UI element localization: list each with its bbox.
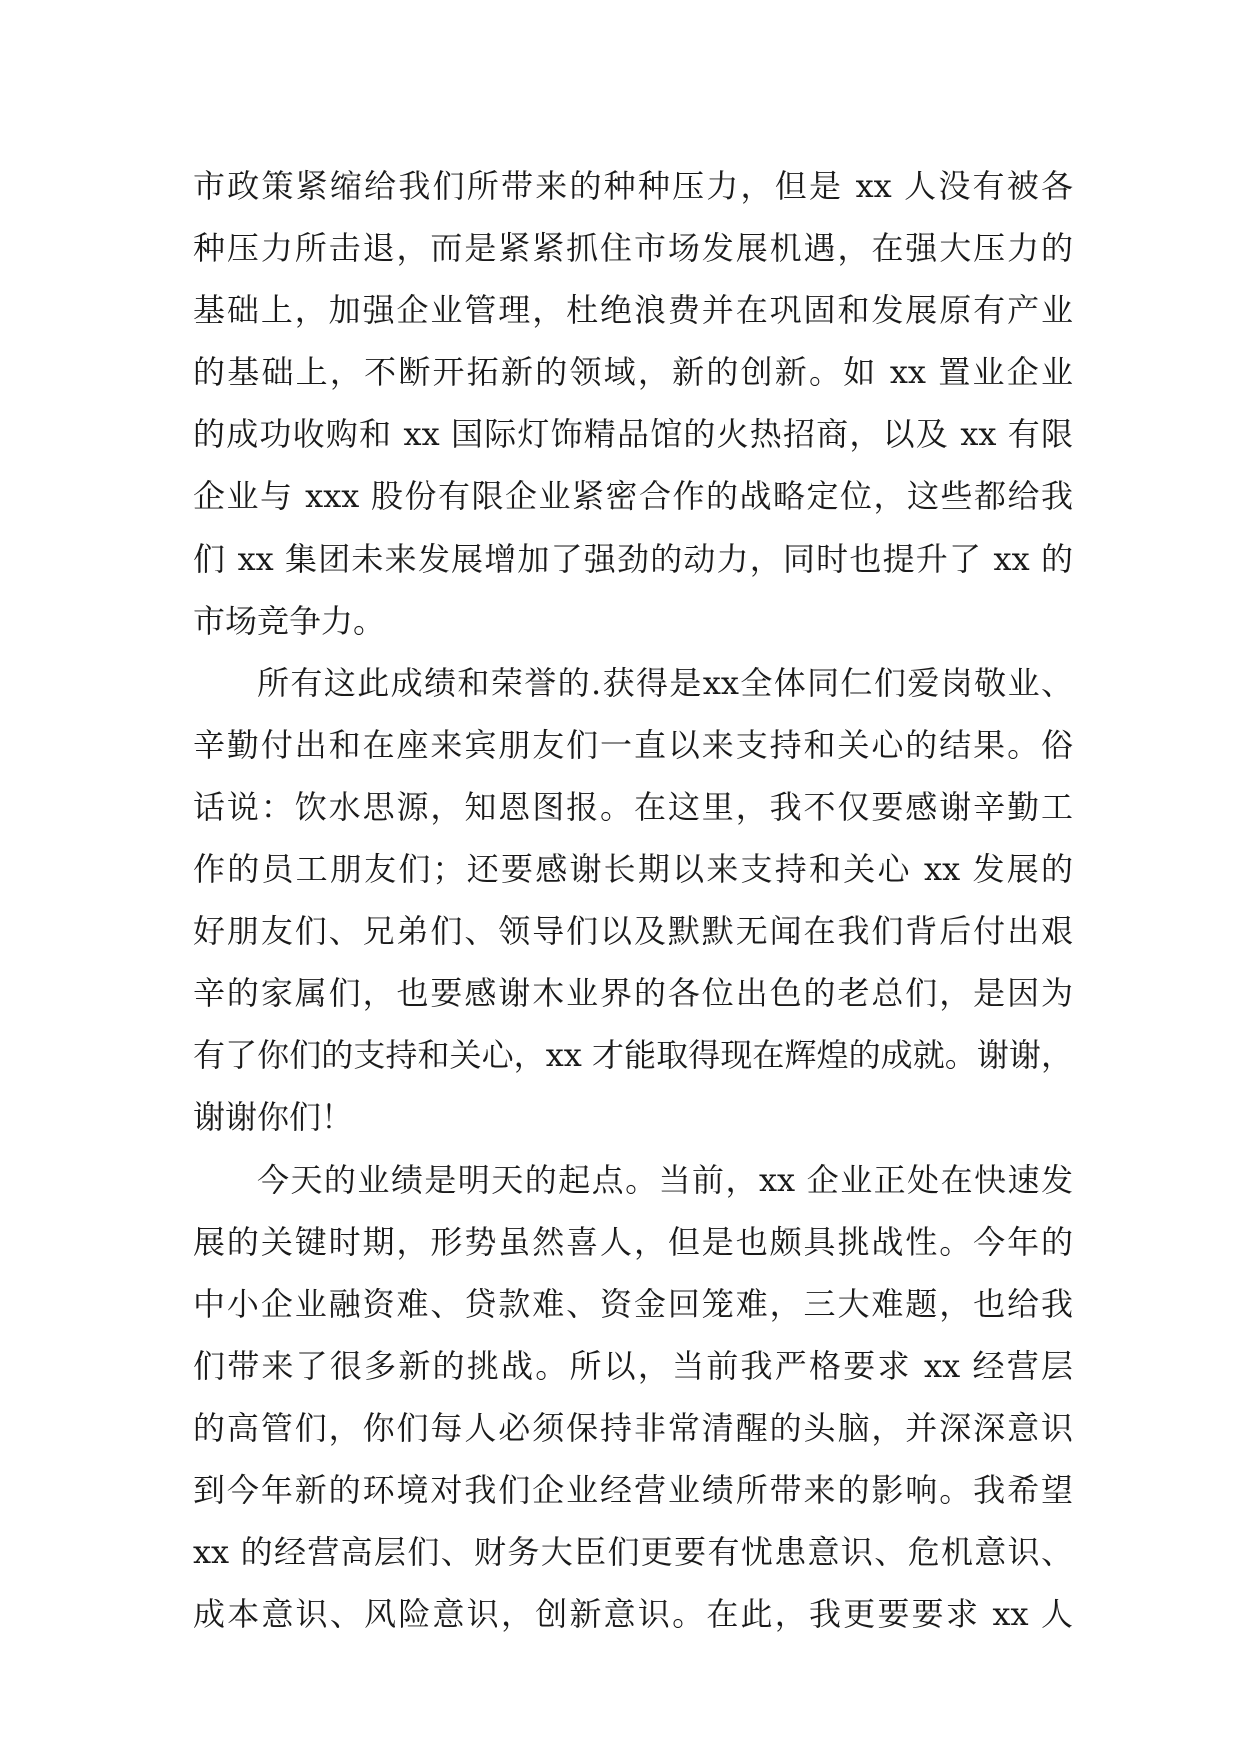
text-line: 辛勤付出和在座来宾朋友们一直以来支持和关心的结果。俗	[193, 725, 1073, 764]
text-line: 市政策紧缩给我们所带来的种种压力，但是 xx 人没有被各	[193, 167, 1073, 205]
paragraph-first-line: 今天的业绩是明天的起点。当前，xx 企业正处在快速发	[257, 1160, 1073, 1199]
text-line: 展的关键时期，形势虽然喜人，但是也颇具挑战性。今年的	[193, 1222, 1073, 1261]
document-body	[193, 155, 1073, 1645]
text-line: 们 xx 集团未来发展增加了强劲的动力，同时也提升了 xx 的	[193, 539, 1073, 578]
text-line: 们带来了很多新的挑战。所以，当前我严格要求 xx 经营层	[193, 1346, 1073, 1385]
text-line: 的成功收购和 xx 国际灯饰精品馆的火热招商，以及 xx 有限	[193, 415, 1073, 454]
text-line: 辛的家属们，也要感谢木业界的各位出色的老总们，是因为	[193, 974, 1073, 1013]
text-line: 作的员工朋友们；还要感谢长期以来支持和关心 xx 发展的	[193, 850, 1073, 889]
text-line: 话说：饮水思源，知恩图报。在这里，我不仅要感谢辛勤工	[193, 787, 1073, 826]
text-line: xx 的经营高层们、财务大臣们更要有忧患意识、危机意识、	[193, 1533, 1073, 1572]
paragraph-first-line: 所有这此成绩和荣誉的.获得是xx全体同仁们爱岗敬业、	[257, 663, 1073, 702]
text-line: 企业与 xxx 股份有限企业紧密合作的战略定位，这些都给我	[193, 477, 1073, 516]
text-line: 基础上，加强企业管理，杜绝浪费并在巩固和发展原有产业	[193, 291, 1073, 330]
text-line: 的高管们，你们每人必须保持非常清醒的头脑，并深深意识	[193, 1408, 1073, 1447]
text-line: 成本意识、风险意识，创新意识。在此，我更要要求 xx 人	[193, 1595, 1073, 1634]
text-line: 好朋友们、兄弟们、领导们以及默默无闻在我们背后付出艰	[193, 912, 1073, 951]
text-line: 有了你们的支持和关心，xx 才能取得现在辉煌的成就。谢谢，	[193, 1036, 1073, 1075]
text-line: 的基础上，不断开拓新的领域，新的创新。如 xx 置业企业	[193, 353, 1073, 392]
text-line: 到今年新的环境对我们企业经营业绩所带来的影响。我希望	[193, 1470, 1073, 1509]
text-line: 中小企业融资难、贷款难、资金回笼难，三大难题，也给我	[193, 1284, 1073, 1323]
text-line: 种压力所击退，而是紧紧抓住市场发展机遇，在强大压力的	[193, 229, 1073, 268]
text-line: 谢谢你们！	[193, 1098, 354, 1137]
text-line: 市场竞争力。	[193, 601, 386, 640]
